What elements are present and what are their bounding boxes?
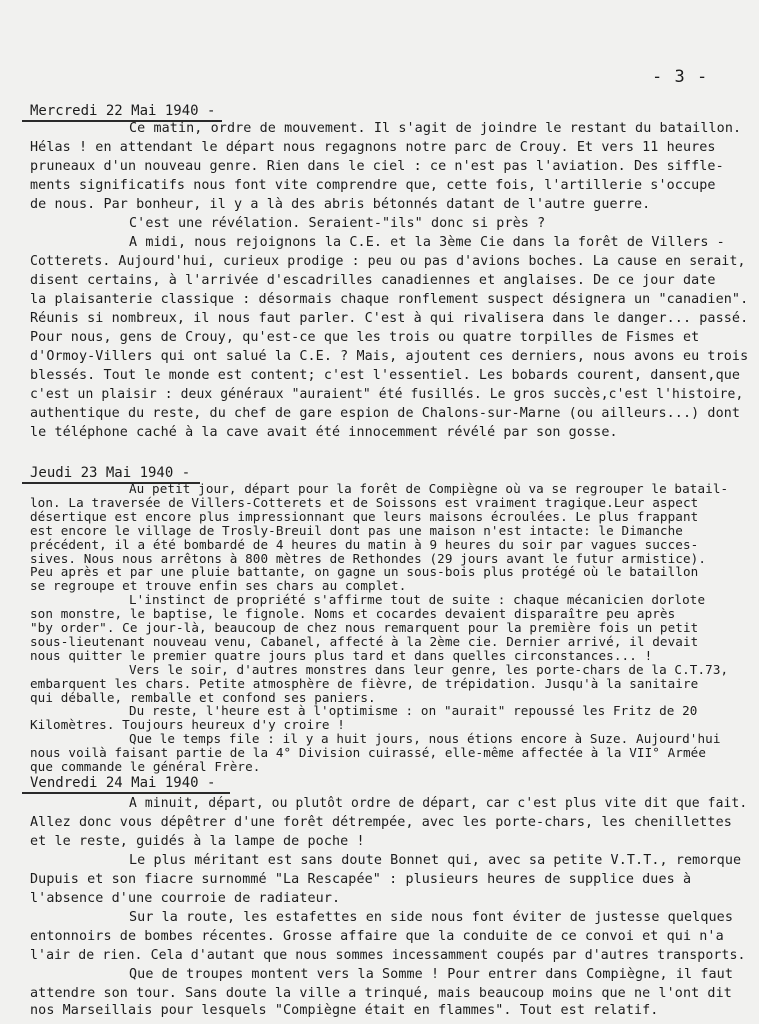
text-line: ments significatifs nous font vite comprendre que, cette fois, l'artillerie s'occupe: [30, 178, 716, 193]
text-line: Dupuis et son fiacre surnommé "La Rescapée" : plusieurs heures de supplice dues à: [30, 872, 692, 887]
text-line: pruneaux d'un nouveau genre. Rien dans le ciel : ce n'est pas l'aviation. Des siffle-: [30, 159, 724, 174]
text-line: Que de troupes montent vers la Somme ! Pour entrer dans Compiègne, il faut: [129, 967, 733, 982]
text-line: L'instinct de propriété s'affirme tout de suite : chaque mécanicien dorlote: [129, 592, 706, 608]
text-line: Du reste, l'heure est à l'optimisme : on "aurait" repoussé les Fritz de 20: [129, 703, 698, 719]
text-line: de nous. Par bonheur, il y a là des abris bétonnés datant de l'autre guerre.: [30, 197, 651, 212]
text-line: nous quitter le premier quatre jours plus tard et dans quelles circonstances... !: [30, 647, 653, 663]
text-line: authentique du reste, du chef de gare espion de Chalons-sur-Marne (ou ailleurs...) dont: [30, 406, 741, 421]
text-line: se regroupe et trouve enfin ses chars au complet.: [30, 578, 407, 594]
text-line: la plaisanterie classique : désormais chaque ronflement suspect désignera un "canadien".: [30, 292, 749, 307]
text-line: son monstre, le baptise, le fignole. Noms et cocardes devaient disparaître peu après: [30, 606, 676, 622]
text-line: qui déballe, remballe et confond ses paniers.: [30, 689, 376, 705]
text-line: sives. Nous nous arrêtons à 800 mètres de Rethondes (29 jours avant le futur armistice).: [30, 550, 707, 566]
text-line: Kilomètres. Toujours heureux d'y croire !: [30, 717, 345, 733]
text-line: le téléphone caché à la cave avait été innocemment révélé par son gosse.: [30, 425, 618, 440]
entry-date: Vendredi 24 Mai 1940 -: [30, 775, 216, 791]
text-line: Le plus méritant est sans doute Bonnet qui, avec sa petite V.T.T., remorque: [129, 853, 742, 868]
text-line: attendre son tour. Sans doute la ville a trinqué, mais beaucoup moins que ne l'ont dit: [30, 986, 732, 1001]
text-line: blessés. Tout le monde est content; c'est l'essentiel. Les bobards courent, dansent,que: [30, 368, 741, 383]
text-line: entonnoirs de bombes récentes. Grosse affaire que la conduite de ce convoi et qui n'a: [30, 929, 724, 944]
text-line: nos Marseillais pour lesquels "Compiègne était en flammes". Tout est relatif.: [30, 1003, 659, 1018]
text-line: Que le temps file : il y a huit jours, nous étions encore à Suze. Aujourd'hui: [129, 731, 721, 747]
text-line: A midi, nous rejoignons la C.E. et la 3ème Cie dans la forêt de Villers -: [129, 235, 725, 250]
entry-date: Mercredi 22 Mai 1940 -: [30, 103, 216, 119]
text-line: C'est une révélation. Seraient-"ils" donc si près ?: [129, 216, 546, 231]
text-line: est encore le village de Trosly-Breuil dont pas une maison n'est intacte: le Dimanche: [30, 522, 683, 538]
entry-date: Jeudi 23 Mai 1940 -: [30, 465, 191, 481]
text-line: Sur la route, les estafettes en side nous font éviter de justesse quelques: [129, 910, 733, 925]
text-line: désertique est encore plus impressionnant que leurs maisons écroulées. Le plus frappant: [30, 508, 699, 524]
page-number: - 3 -: [652, 67, 709, 87]
text-line: "by order". Ce jour-là, beaucoup de chez nous remarquent pour la première fois un petit: [30, 620, 699, 635]
text-line: Vers le soir, d'autres monstres dans leur genre, les porte-chars de la C.T.73,: [129, 661, 729, 677]
entry-rule: [22, 792, 230, 794]
text-line: disent certains, à l'arrivée d'escadrilles canadiennes et anglaises. De ce jour date: [30, 273, 716, 288]
text-line: et le reste, guidés à la lampe de poche !: [30, 834, 365, 849]
text-line: Cotterets. Aujourd'hui, curieux prodige : peu ou pas d'avions boches. La cause en serait,: [30, 254, 746, 269]
text-line: c'est un plaisir : deux généraux "auraient" été fusillés. Le gros succès,c'est l'histoire,: [30, 387, 744, 402]
text-line: l'air de rien. Cela d'autant que nous sommes incessamment coupés par d'autres transports.: [30, 948, 746, 963]
text-line: Au petit jour, départ pour la forêt de Compiègne où va se regrouper le batail-: [129, 481, 729, 496]
text-line: nous voilà faisant partie de la 4° Division cuirassé, elle-même affectée à la VII° Armée: [30, 745, 707, 761]
text-line: embarquent les chars. Petite atmosphère de fièvre, de trépidation. Jusqu'à la sanitaire: [30, 675, 699, 691]
text-line: que commande le général Frère.: [30, 759, 261, 774]
text-line: Ce matin, ordre de mouvement. Il s'agit de joindre le restant du bataillon.: [129, 121, 742, 136]
text-line: A minuit, départ, ou plutôt ordre de départ, car c'est plus vite dit que fait.: [129, 796, 748, 811]
text-line: lon. La traversée de Villers-Cotterets et de Soissons est vraiment tragique.Leur aspect: [30, 494, 699, 510]
text-line: l'absence d'une courroie de radiateur.: [30, 891, 341, 906]
text-line: précédent, il a été bombardé de 4 heures du matin à 9 heures du soir par vagues succes-: [30, 536, 699, 552]
text-line: Allez donc vous dépêtrer d'une forêt détrempée, avec les porte-chars, les chenillettes: [30, 815, 732, 830]
text-line: Peu après et par une pluie battante, on gagne un sous-bois plus protégé où le bataillon: [30, 564, 699, 580]
text-line: sous-lieutenant nouveau venu, Cabanel, affecté à la 2ème cie. Dernier arrivé, il devait: [30, 633, 699, 649]
text-line: Pour nous, gens de Crouy, qu'est-ce que les trois ou quatre torpilles de Fismes et: [30, 330, 700, 345]
text-line: Hélas ! en attendant le départ nous regagnons notre parc de Crouy. Et vers 11 heures: [30, 140, 716, 155]
text-line: d'Ormoy-Villers qui ont salué la C.E. ? Mais, ajoutent ces derniers, nous avons eu trois: [30, 349, 749, 364]
text-line: Réunis si nombreux, il nous faut parler. C'est à qui rivalisera dans le danger... passé.: [30, 311, 749, 326]
